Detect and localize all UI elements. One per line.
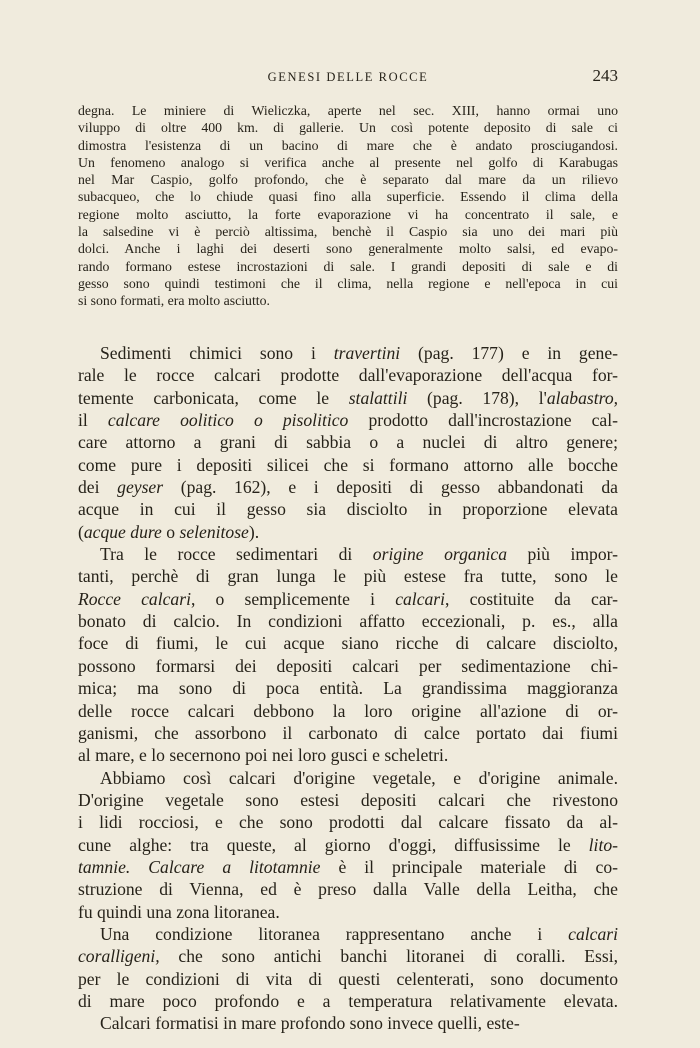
text-run: ( (78, 521, 84, 542)
text-run: Una condizione litoranea rappresentano anche i (100, 923, 569, 944)
body-text-line (78, 588, 618, 610)
italic-term: lito- (588, 834, 618, 855)
italic-term: acque dure (83, 521, 162, 542)
body-text-line (78, 454, 618, 476)
small-text-line (78, 223, 618, 240)
text-run: D'origine vegetale sono estesi depositi calcari che rivestono (78, 789, 618, 810)
text-run: foce di fiumi, le cui acque siano ricche di calcare disciolto, (78, 633, 618, 654)
body-text-line (78, 968, 618, 990)
running-title: GENESI DELLE ROCCE (267, 70, 429, 84)
text-run: o (161, 521, 180, 542)
text-run: Abbiamo così calcari d'origine vegetale, e d'origine animale. (100, 767, 618, 788)
text-run: dimostra l'esistenza di un bacino di mare che è andato prosciugandosi. (78, 137, 618, 153)
body-text-line (78, 990, 618, 1012)
small-text-line (78, 258, 618, 275)
small-text-line (78, 137, 618, 154)
text-run: prodotto dall'incrostazione cal- (348, 410, 618, 431)
body-text-line (78, 945, 618, 967)
text-run: fu quindi una zona litoranea. (78, 901, 280, 922)
text-run: , o semplicemente i (190, 588, 396, 609)
text-run: regione molto asciutto, la forte evaporazione vi ha concentrato il sale, e (78, 206, 618, 222)
body-text-line (78, 901, 618, 923)
text-run: possono formarsi dei depositi calcari per sedimentazione chi- (78, 655, 618, 676)
text-run: Un fenomeno analogo si verifica anche al presente nel golfo di Karabugas (78, 154, 618, 170)
body-text-line (78, 722, 618, 744)
body-text-line (78, 610, 618, 632)
text-run: Tra le rocce sedimentari di (100, 544, 373, 565)
text-run: per le condizioni di vita di questi celenterati, sono documento (78, 968, 618, 989)
italic-term: selenitose (179, 521, 249, 542)
body-text-line (78, 387, 618, 409)
text-run: gesso sono quindi testimoni che il clima, nella regione e nell'epoca in cui (78, 275, 618, 291)
italic-term: stalattili (348, 387, 408, 408)
small-text-line (78, 102, 618, 119)
text-run: temente carbonicata, come le (78, 387, 349, 408)
text-run: bonato di calcio. In condizioni affatto eccezionali, p. es., alla (78, 611, 618, 632)
body-text-line (78, 364, 618, 386)
text-run: degna. Le miniere di Wieliczka, aperte nel sec. XIII, hanno ormai uno (78, 103, 618, 118)
body-text-line (78, 767, 618, 789)
body-text-line (78, 342, 618, 364)
text-run: viluppo di oltre 400 km. di gallerie. Un così potente deposito di sale ci (78, 120, 618, 136)
body-text-line (78, 744, 618, 766)
italic-term: origine organica (372, 544, 507, 565)
body-text-line (78, 878, 618, 900)
small-text-line (78, 119, 618, 136)
text-run: , costituite da car- (445, 588, 618, 609)
body-text-line (78, 677, 618, 699)
small-print-paragraph (78, 102, 618, 310)
body-text-line (78, 543, 618, 565)
italic-term: travertini (333, 343, 401, 363)
body-text-line (78, 498, 618, 520)
italic-term: calcari (568, 923, 618, 944)
body-text-line (78, 923, 618, 945)
text-run: si sono formati, era molto asciutto. (78, 293, 270, 309)
body-text (78, 342, 618, 1035)
small-text-line (78, 240, 618, 257)
text-run: acque in cui il gesso sia disciolto in proporzione elevata (78, 499, 618, 520)
text-run: Calcari formatisi in mare profondo sono invece quelli, este- (100, 1013, 520, 1034)
text-run: più impor- (507, 544, 618, 565)
italic-term: coralligeni, (78, 946, 160, 967)
italic-term: alabastro, (546, 387, 619, 408)
running-head (78, 66, 618, 86)
small-text-line (78, 292, 618, 309)
small-text-line (78, 154, 618, 171)
body-text-line (78, 409, 618, 431)
text-run: la salsedine vi è perciò altissima, benchè il Caspio sia uno dei mari più (78, 224, 618, 240)
text-run: al mare, e lo secernono poi nei loro gusci e scheletri. (78, 745, 449, 766)
body-text-line (78, 700, 618, 722)
body-text-line (78, 476, 618, 498)
text-run: è il principale materiale di co- (320, 856, 618, 877)
text-run: il (78, 410, 108, 431)
body-text-line (78, 431, 618, 453)
italic-term: tamnie. Calcare a litotamnie (78, 856, 321, 877)
body-text-line (78, 834, 618, 856)
italic-term: calcari (395, 588, 446, 609)
text-run: i lidi rocciosi, e che sono prodotti dal calcare fissato da al- (78, 812, 618, 833)
italic-term: Rocce calcari (78, 588, 191, 609)
italic-term: geyser (117, 477, 164, 498)
body-text-line (78, 856, 618, 878)
text-run: Sedimenti chimici sono i (100, 343, 334, 363)
text-run: come pure i depositi silicei che si formano attorno alle bocche (78, 454, 618, 475)
text-run: di mare poco profondo e a temperatura relativamente elevata. (78, 990, 618, 1011)
body-text-line (78, 811, 618, 833)
small-text-line (78, 188, 618, 205)
body-text-line (78, 521, 618, 543)
text-run: rando formano estese incrostazioni di sale. I grandi depositi di sale e di (78, 258, 618, 274)
small-text-line (78, 171, 618, 188)
text-run: dei (78, 477, 118, 498)
body-text-line (78, 632, 618, 654)
text-run: (pag. 162), e i depositi di gesso abbandonati da (163, 477, 618, 498)
text-run: rale le rocce calcari prodotte dall'evaporazione dell'acqua for- (78, 365, 618, 386)
body-text-line (78, 1012, 618, 1034)
text-run: ganismi, che assorbono il carbonato di calce portato dai fiumi (78, 722, 618, 743)
small-text-line (78, 275, 618, 292)
small-text-line (78, 206, 618, 223)
text-run: ). (248, 521, 260, 542)
text-run: care attorno a grani di sabbia o a nuclei di altro genere; (78, 432, 618, 453)
text-run: dolci. Anche i laghi dei deserti sono generalmente molto salsi, ed evapo- (78, 241, 618, 257)
italic-term: calcare oolitico o pisolitico (107, 410, 349, 431)
text-run: delle rocce calcari debbono la loro origine all'azione di or- (78, 700, 618, 721)
text-run: nel Mar Caspio, golfo profondo, che è separato dal mare da un rilievo (78, 172, 618, 188)
text-run: (pag. 178), l' (407, 387, 547, 408)
body-text-line (78, 565, 618, 587)
text-run: mica; ma sono di poca entità. La grandissima maggioranza (78, 678, 618, 699)
text-run: struzione di Vienna, ed è preso dalla Valle della Leitha, che (78, 879, 618, 900)
text-run: subacqueo, che lo chiude quasi fino alla superficie. Essendo il clima della (78, 189, 618, 205)
body-text-line (78, 655, 618, 677)
text-run: che sono antichi banchi litoranei di coralli. Essi, (159, 946, 618, 967)
text-run: tanti, perchè di gran lunga le più estese fra tutte, sono le (78, 566, 618, 587)
body-text-line (78, 789, 618, 811)
text-run: cune alghe: tra queste, al giorno d'oggi, diffusissime le (78, 834, 589, 855)
page-number: 243 (592, 66, 618, 85)
text-run: (pag. 177) e in gene- (400, 343, 618, 363)
